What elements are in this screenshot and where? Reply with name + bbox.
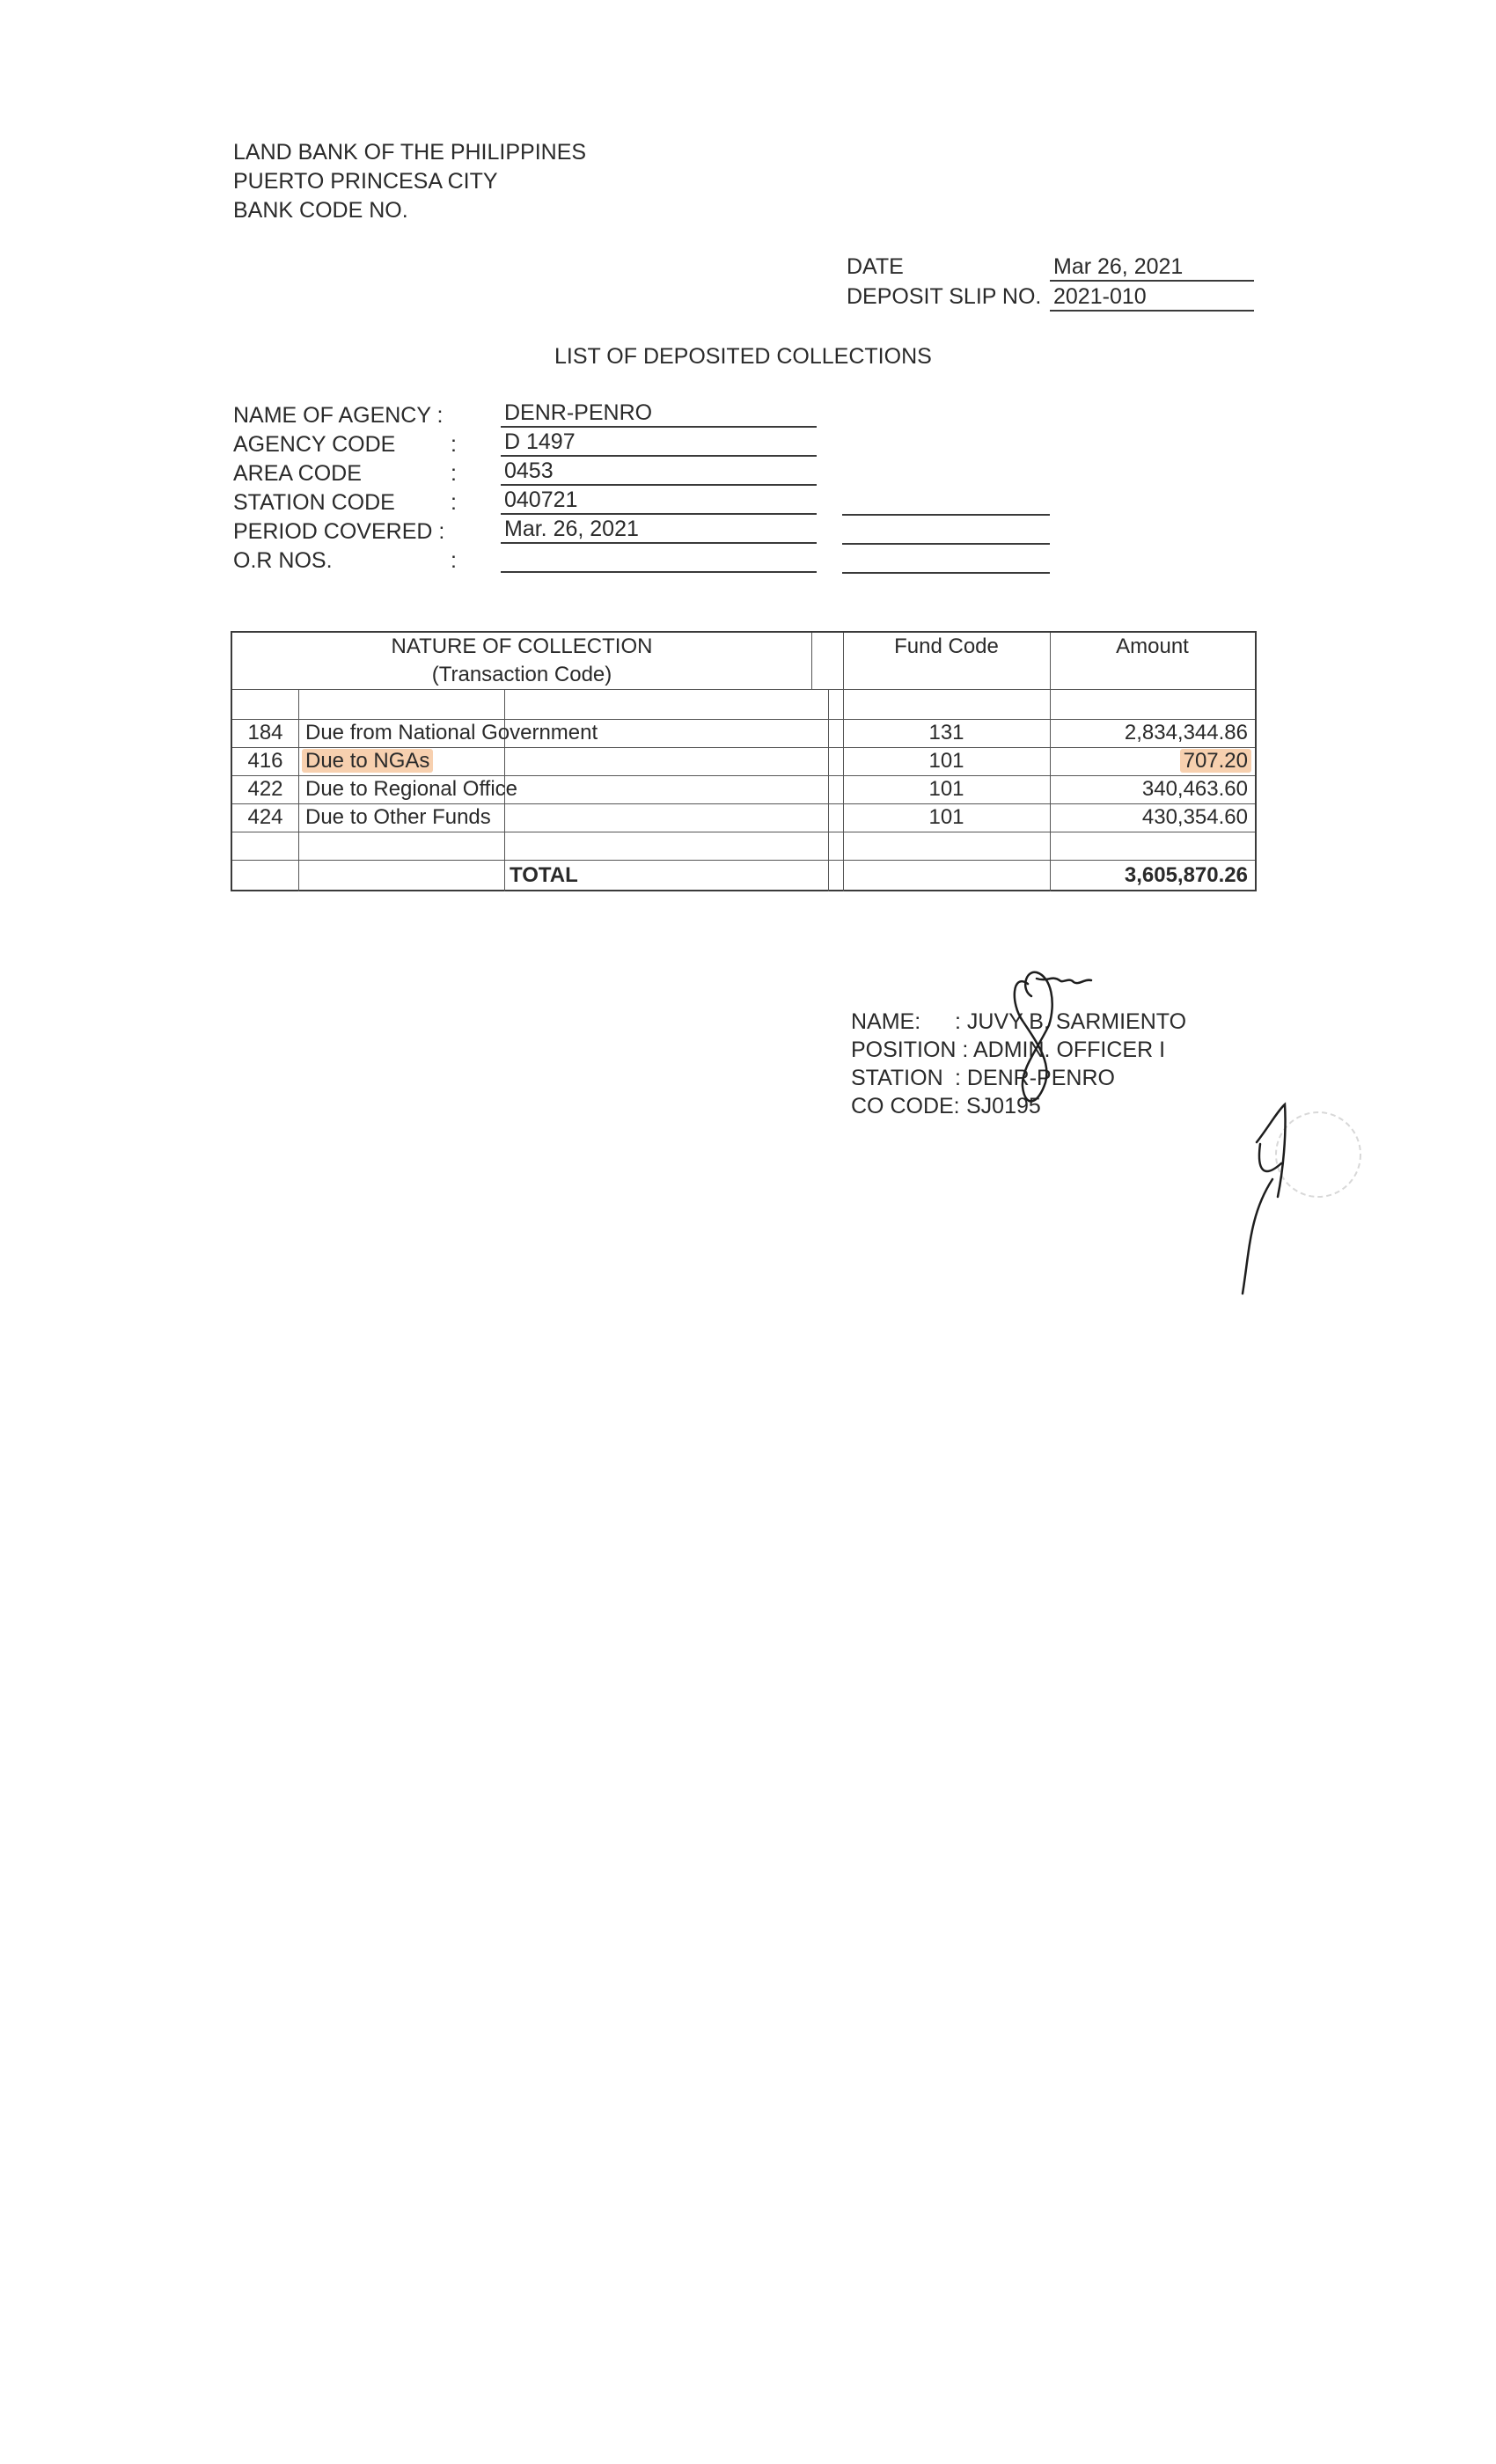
nature-header: NATURE OF COLLECTION — [391, 634, 653, 658]
initials-mark — [1243, 1104, 1286, 1294]
co-code-value: SJ0195 — [966, 1094, 1041, 1118]
bank-name: LAND BANK OF THE PHILIPPINES — [233, 140, 587, 165]
period-covered-label: PERIOD COVERED : — [233, 519, 445, 544]
total-label: TOTAL — [510, 863, 578, 887]
area-code-value: 0453 — [501, 458, 817, 486]
station-value: : DENR-PENRO — [955, 1066, 1115, 1090]
faint-stamp — [1276, 1112, 1360, 1197]
name-label: NAME: — [851, 1009, 921, 1034]
area-code-label: AREA CODE — [233, 461, 362, 486]
bank-code-label: BANK CODE NO. — [233, 198, 408, 223]
co-code-label: CO CODE: — [851, 1094, 960, 1118]
document-title: LIST OF DEPOSITED COLLECTIONS — [554, 344, 932, 369]
or-nos-colon: : — [451, 548, 457, 573]
agency-code-label: AGENCY CODE — [233, 432, 396, 457]
amount-highlighted: 707.20 — [1180, 749, 1251, 773]
station-code-value: 040721 — [501, 487, 817, 515]
fund-code: 101 — [928, 749, 964, 773]
fund-code: 101 — [928, 777, 964, 801]
position-value: ADMIN. OFFICER I — [973, 1038, 1166, 1062]
period-covered-value: Mar. 26, 2021 — [501, 516, 817, 544]
station-label: STATION — [851, 1066, 943, 1090]
deposit-slip-label: DEPOSIT SLIP NO. — [847, 284, 1042, 309]
amount: 430,354.60 — [1141, 805, 1248, 829]
area-code-colon: : — [451, 461, 457, 486]
nature-subheader: (Transaction Code) — [431, 663, 612, 686]
fund-code: 131 — [928, 721, 964, 744]
transaction-code: 184 — [247, 721, 283, 744]
date-label: DATE — [847, 254, 904, 279]
signature-mark — [1015, 972, 1091, 1102]
transaction-desc: Due to Other Funds — [305, 805, 491, 829]
agency-code-value: D 1497 — [501, 429, 817, 457]
or-nos-label: O.R NOS. — [233, 548, 333, 573]
date-value: Mar 26, 2021 — [1050, 253, 1254, 282]
position-label: POSITION : — [851, 1038, 969, 1062]
name-value: : JUVY B. SARMIENTO — [955, 1009, 1187, 1034]
transaction-code: 422 — [247, 777, 283, 801]
agency-name-value: DENR-PENRO — [501, 400, 817, 428]
transaction-code: 424 — [247, 805, 283, 829]
station-code-label: STATION CODE — [233, 490, 395, 515]
fund-code-header: Fund Code — [894, 634, 999, 658]
amount: 340,463.60 — [1141, 777, 1248, 801]
agency-code-colon: : — [451, 432, 457, 457]
agency-name-label: NAME OF AGENCY : — [233, 403, 444, 428]
transaction-desc: Due from National Government — [305, 721, 598, 744]
deposit-slip-value: 2021-010 — [1050, 283, 1254, 312]
transaction-desc-highlighted: Due to NGAs — [302, 749, 433, 773]
transaction-desc: Due to Regional Office — [305, 777, 518, 801]
station-code-colon: : — [451, 490, 457, 515]
total-amount: 3,605,870.26 — [1124, 863, 1248, 887]
amount: 2,834,344.86 — [1124, 721, 1248, 744]
amount-header: Amount — [1116, 634, 1189, 658]
bank-city: PUERTO PRINCESA CITY — [233, 169, 498, 194]
transaction-code: 416 — [247, 749, 283, 773]
fund-code: 101 — [928, 805, 964, 829]
